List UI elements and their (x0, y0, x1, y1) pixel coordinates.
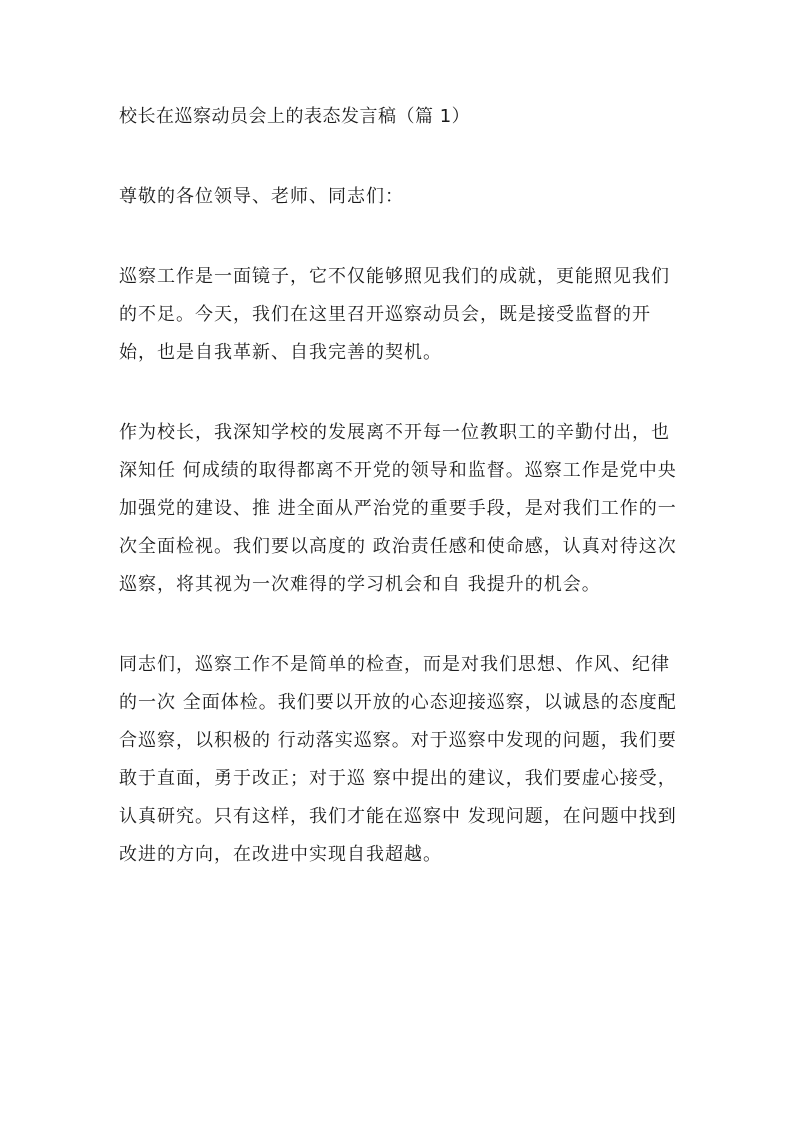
document-body (119, 98, 679, 874)
paragraph-2: 作为校长，我深知学校的发展离不开每一位教职工的辛勤付出，也深知任 何成绩的取得都离不开党的领导和监督。巡察工作是党中央加强党的建设、推 进全面从严治党的重要手段，是对我们工作的一次全面检视。我们要以高度的 政治责任感和使命感，认真对待这次巡察，将其视为一次难得的学习机会和自 我提升的机会。 (119, 422, 677, 595)
paragraph-1: 巡察工作是一面镜子，它不仅能够照见我们的成就，更能照见我们的不足。今天，我们在这里召开巡察动员会，既是接受监督的开始，也是自我革新、自我完善的契机。 (119, 266, 670, 363)
salutation: 尊敬的各位领导、老师、同志们： (119, 186, 404, 207)
document-title: 校长在巡察动员会上的表态发言稿（篇 1） (119, 106, 471, 127)
paragraph-3: 同志们，巡察工作不是简单的检查，而是对我们思想、作风、纪律的一次 全面体检。我们要以开放的心态迎接巡察，以诚恳的态度配合巡察，以积极的 行动落实巡察。对于巡察中发现的问题，我们要敢于直面，勇于改正；对于巡 察中提出的建议，我们要虚心接受，认真研究。只有这样，我们才能在巡察中 发现问题，在问题中找到改进的方向，在改进中实现自我超越。 (119, 654, 677, 865)
